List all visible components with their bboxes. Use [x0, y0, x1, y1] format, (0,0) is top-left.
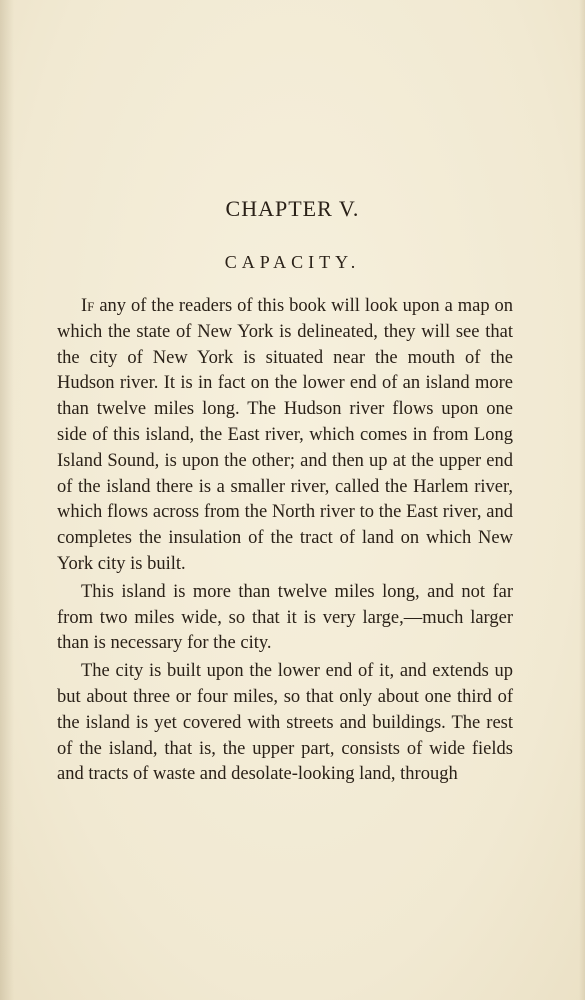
page-gutter-shadow	[0, 0, 14, 1000]
body-text	[57, 294, 513, 788]
paragraph-lead-word: If	[81, 296, 95, 316]
paragraph-1	[57, 294, 513, 578]
chapter-title: CHAPTER V.	[225, 196, 360, 221]
paragraph-3: The city is built upon the lower end of it, and extends up but about three or four miles, so that only about one third of the island is yet covered with streets and buildings. The rest of the island, that is, the upper part, consists of wide fields and tracts of waste and desolate-looking land, through	[57, 661, 513, 785]
section-title: CAPACITY.	[224, 252, 361, 272]
page-edge-shadow	[579, 0, 585, 1000]
paragraph-text: any of the readers of this book will look upon a map on which the state of New York is delineated, they will see that the city of New York is situated near the mouth of the Hudson river. It is in fact on the lower end of an island more than twelve miles long. The Hudson river flows upon one side of this island, the East river, which comes in from Long Island Sound, is upon the other; and then up at the upper end of the island there is a smaller river, called the Harlem river, which flows across from the North river to the East river, and completes the insulation of the tract of land on which New York city is built.	[57, 296, 513, 574]
paragraph-2: This island is more than twelve miles long, and not far from two miles wide, so that it is very large,—much larger than is necessary for the city.	[57, 581, 513, 654]
